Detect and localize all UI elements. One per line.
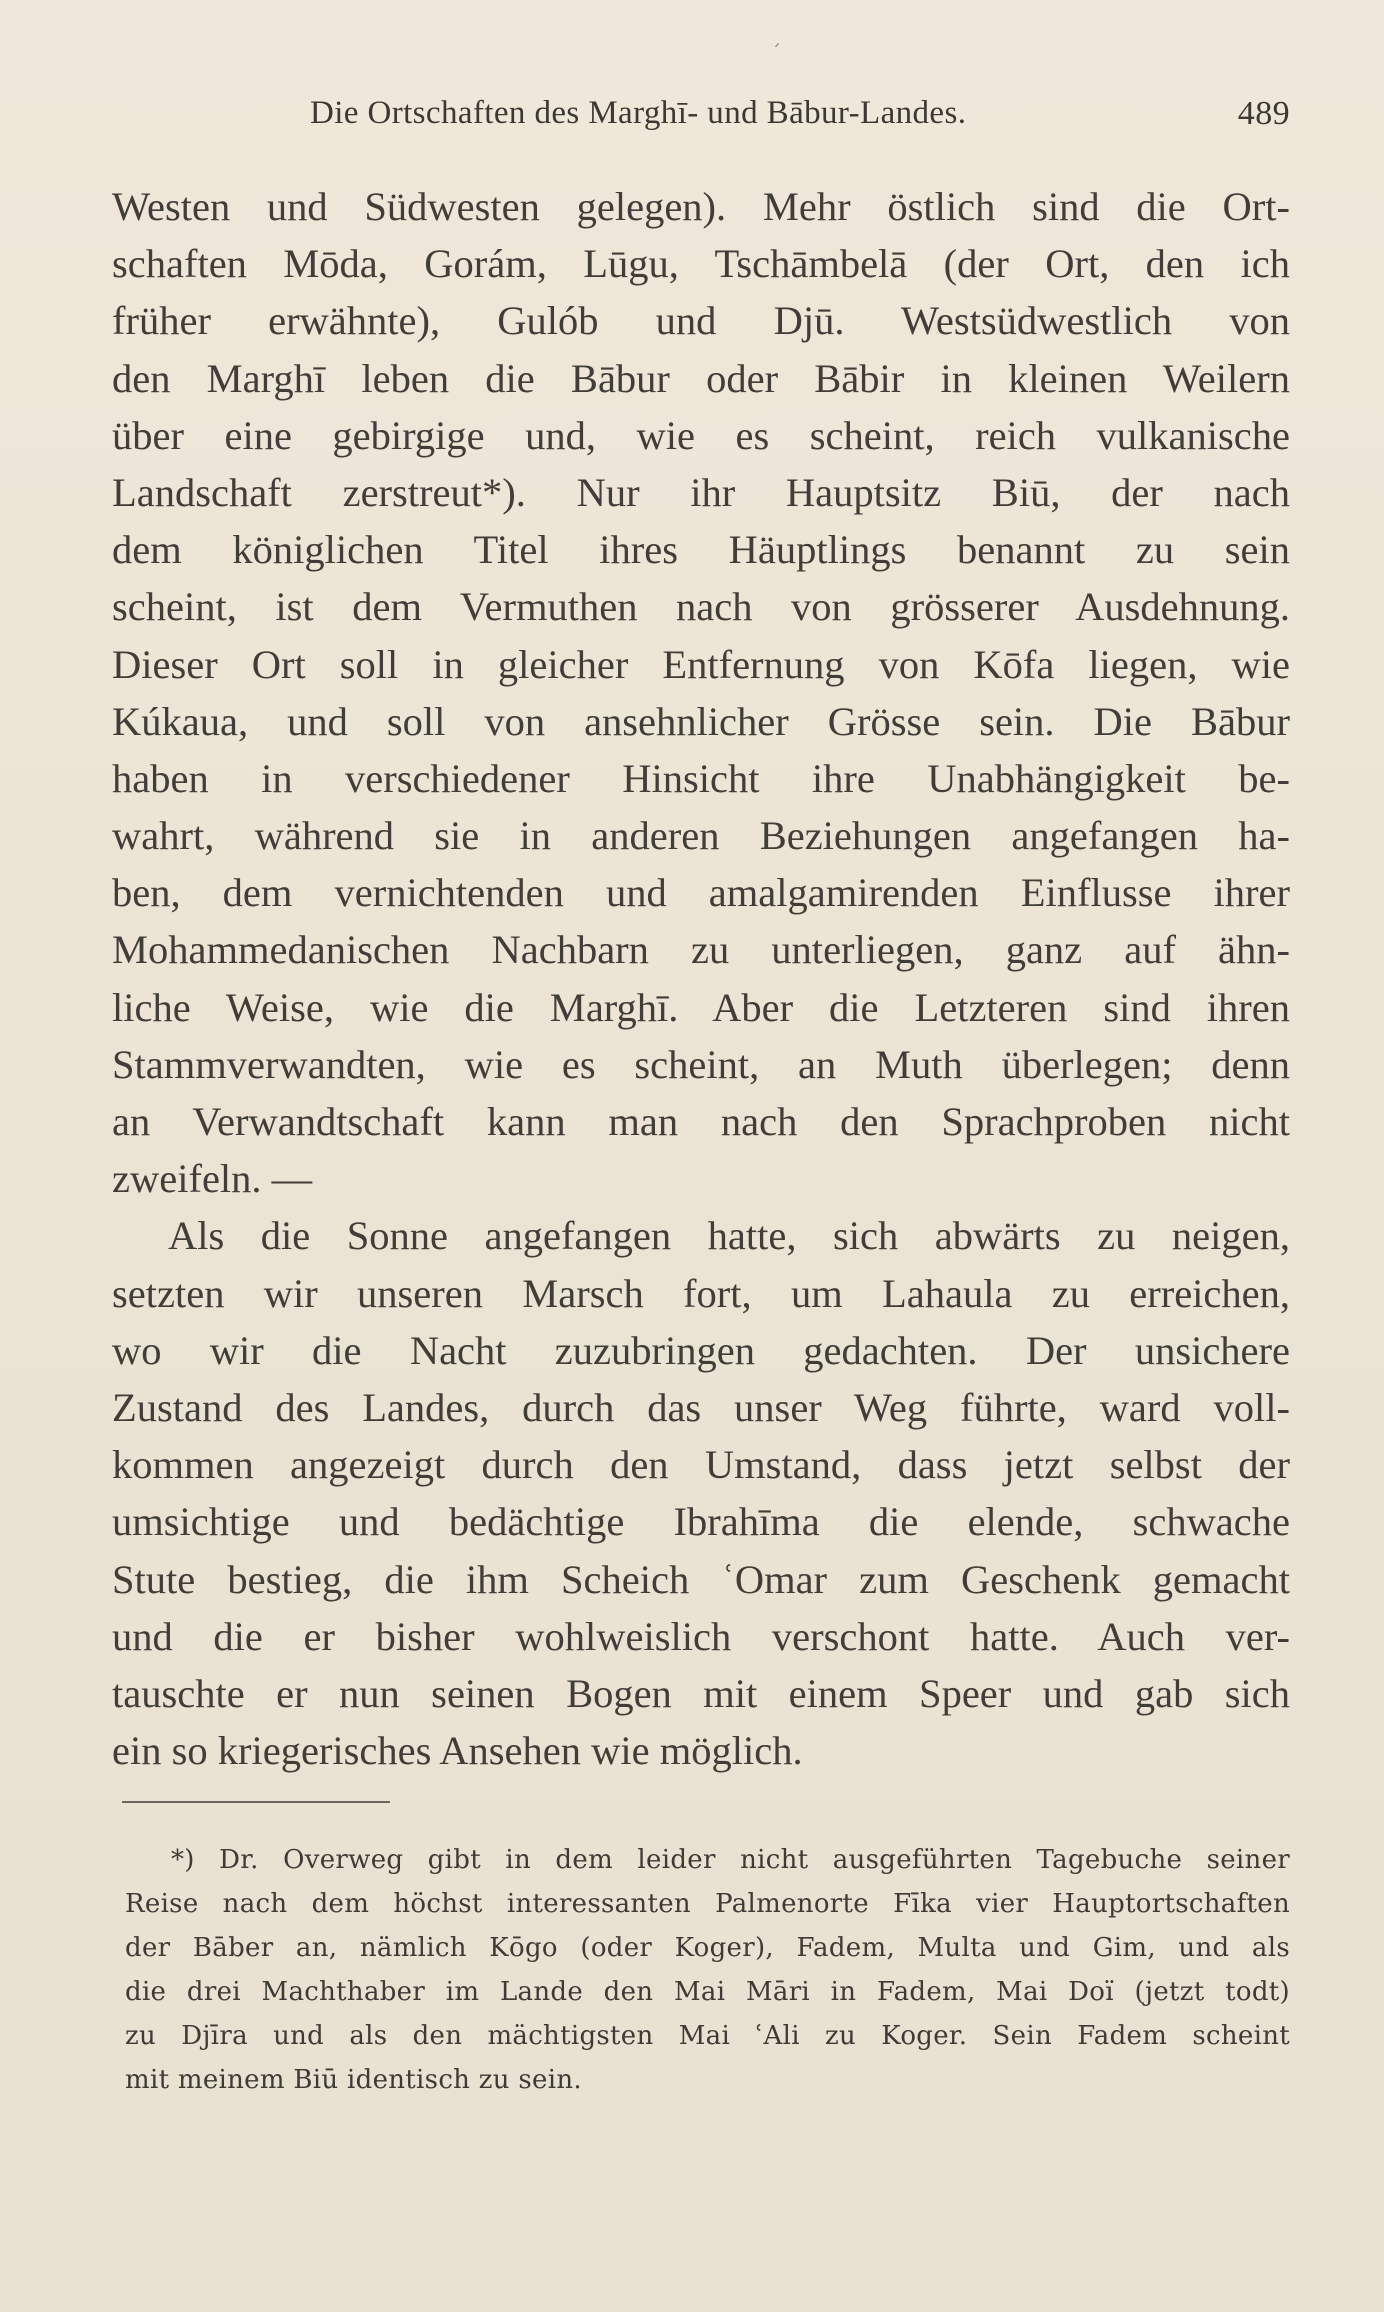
running-head <box>310 95 1290 145</box>
text-line: Mohammedanischen Nachbarn zu unterliegen, ganz auf ähn- <box>112 927 1290 973</box>
page-number: 489 <box>1237 95 1290 132</box>
text-line: kommen angezeigt durch den Umstand, dass jetzt selbst der <box>112 1442 1290 1488</box>
text-line: wahrt, während sie in anderen Beziehungen angefangen ha- <box>112 813 1290 859</box>
text-line: an Verwandtschaft kann man nach den Sprachproben nicht <box>112 1099 1290 1144</box>
footnote-line: die drei Machthaber im Lande den Mai Māri in Fadem, Mai Doï (jetzt todt) <box>125 1977 1290 2007</box>
text-line: zweifeln. — <box>112 1156 313 1202</box>
text-line: Westen und Südwesten gelegen). Mehr östlich sind die Ort- <box>112 184 1290 229</box>
text-line: umsichtige und bedächtige Ibrahīma die elende, schwache <box>112 1499 1290 1545</box>
text-line: dem königlichen Titel ihres Häuptlings benannt zu sein <box>112 527 1290 573</box>
text-line: schaften Mōda, Gorám, Lūgu, Tschāmbelā (der Ort, den ich <box>112 241 1290 287</box>
text-line: scheint, ist dem Vermuthen nach von grösserer Ausdehnung. <box>112 584 1290 630</box>
footnote-line: zu Djīra und als den mächtigsten Mai ʿAli zu Koger. Sein Fadem scheint <box>125 2021 1290 2051</box>
text-line: früher erwähnte), Gulób und Djū. Westsüdwestlich von <box>112 298 1290 344</box>
text-line: Stute bestieg, die ihm Scheich ʿOmar zum Geschenk gemacht <box>112 1556 1290 1602</box>
text-line: setzten wir unseren Marsch fort, um Lahaula zu erreichen, <box>112 1270 1290 1316</box>
footnote-line: Reise nach dem höchst interessanten Palmenorte Fīka vier Hauptortschaften <box>125 1889 1290 1919</box>
footnote <box>125 1838 1290 2102</box>
main-text <box>112 178 1290 1779</box>
text-line: Kúkaua, und soll von ansehnlicher Grösse sein. Die Bābur <box>112 698 1290 744</box>
text-line: wo wir die Nacht zuzubringen gedachten. Der unsichere <box>112 1327 1290 1373</box>
text-line: den Marghī leben die Bābur oder Bābir in kleinen Weilern <box>112 355 1290 401</box>
text-line: Landschaft zerstreut*). Nur ihr Hauptsitz Biū, der nach <box>112 469 1290 515</box>
text-line: haben in verschiedener Hinsicht ihre Unabhängigkeit be- <box>112 755 1290 801</box>
text-line: ben, dem vernichtenden und amalgamirenden Einflusse ihrer <box>112 870 1290 916</box>
running-head-title: Die Ortschaften des Marghī- und Bābur-Landes. <box>310 95 967 131</box>
text-line: ein so kriegerisches Ansehen wie möglich. <box>112 1728 803 1774</box>
paragraph-start-line: Als die Sonne angefangen hatte, sich abwärts zu neigen, <box>168 1213 1290 1259</box>
footnote-separator <box>122 1801 390 1803</box>
footnote-line: mit meinem Biū identisch zu sein. <box>125 2065 582 2095</box>
ink-speck: ˊ <box>771 40 781 64</box>
text-line: über eine gebirgige und, wie es scheint, reich vulkanische <box>112 412 1290 458</box>
text-line: tauschte er nun seinen Bogen mit einem Speer und gab sich <box>112 1670 1290 1716</box>
text-line: liche Weise, wie die Marghī. Aber die Letzteren sind ihren <box>112 984 1290 1030</box>
text-line: Dieser Ort soll in gleicher Entfernung von Kōfa liegen, wie <box>112 641 1290 687</box>
text-line: und die er bisher wohlweislich verschont hatte. Auch ver- <box>112 1613 1290 1659</box>
footnote-line: *) Dr. Overweg gibt in dem leider nicht ausgeführten Tagebuche seiner <box>171 1845 1290 1875</box>
text-line: Stammverwandten, wie es scheint, an Muth überlegen; denn <box>112 1041 1290 1087</box>
text-line: Zustand des Landes, durch das unser Weg führte, ward voll- <box>112 1384 1290 1430</box>
footnote-line: der Bāber an, nämlich Kōgo (oder Koger), Fadem, Multa und Gim, und als <box>125 1933 1290 1963</box>
